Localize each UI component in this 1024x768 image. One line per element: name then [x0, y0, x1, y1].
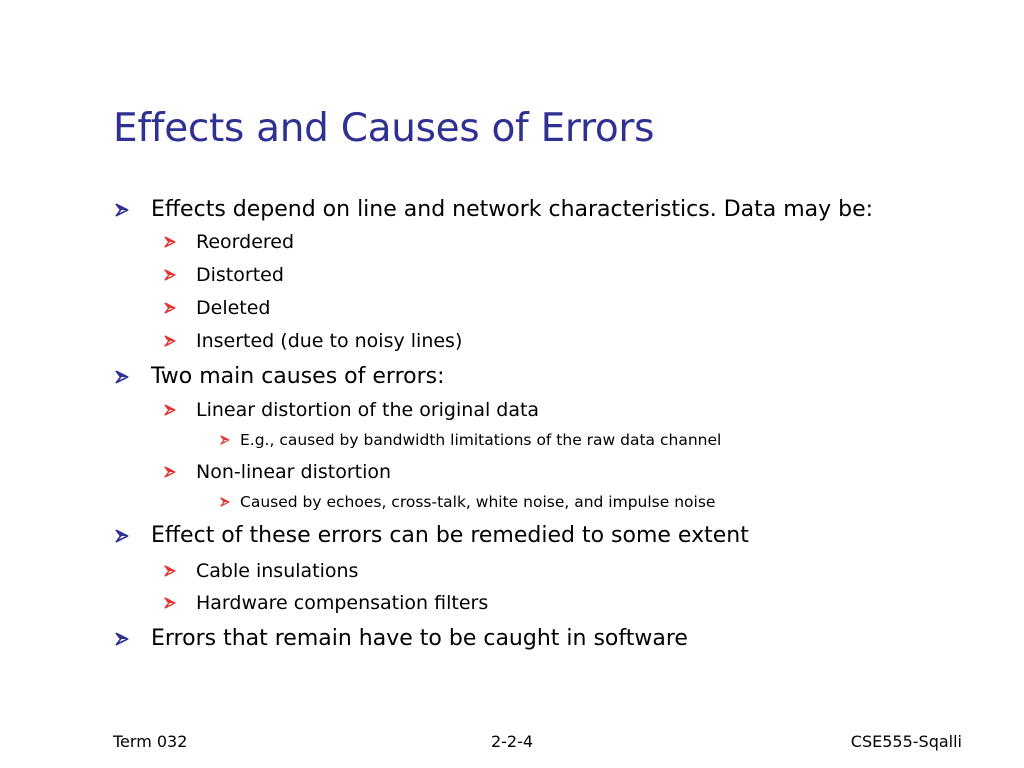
chevron-arrow-icon — [164, 466, 196, 478]
chevron-arrow-icon — [220, 497, 240, 507]
bullet-text: E.g., caused by bandwidth limitations of the raw data channel — [240, 431, 722, 449]
bullet-text: Inserted (due to noisy lines) — [196, 330, 463, 352]
bullet-level-3 — [220, 493, 715, 511]
bullet-level-2 — [164, 264, 284, 286]
bullet-text: Effects depend on line and network characteristics. Data may be: — [151, 197, 874, 222]
bullet-text: Cable insulations — [196, 560, 359, 582]
chevron-arrow-icon — [220, 435, 240, 445]
bullet-level-1 — [115, 197, 873, 222]
chevron-arrow-icon — [115, 529, 151, 543]
chevron-arrow-icon — [164, 335, 196, 347]
bullet-text: Two main causes of errors: — [151, 364, 445, 389]
chevron-arrow-icon — [115, 370, 151, 384]
bullet-level-2 — [164, 330, 462, 352]
chevron-arrow-icon — [115, 203, 151, 217]
chevron-arrow-icon — [115, 632, 151, 646]
bullet-level-1 — [115, 626, 688, 651]
chevron-arrow-icon — [164, 302, 196, 314]
chevron-arrow-icon — [164, 269, 196, 281]
chevron-arrow-icon — [164, 565, 196, 577]
footer-term: Term 032 — [113, 732, 188, 751]
bullet-text: Linear distortion of the original data — [196, 399, 540, 421]
bullet-level-1 — [115, 364, 445, 389]
bullet-level-2 — [164, 461, 391, 483]
footer-course: CSE555-Sqalli — [850, 732, 962, 751]
bullet-level-2 — [164, 560, 358, 582]
bullet-text: Errors that remain have to be caught in software — [151, 626, 688, 651]
bullet-text: Caused by echoes, cross-talk, white noise, and impulse noise — [240, 493, 716, 511]
chevron-arrow-icon — [164, 404, 196, 416]
chevron-arrow-icon — [164, 597, 196, 609]
bullet-level-2 — [164, 592, 488, 614]
bullet-text: Non-linear distortion — [196, 461, 392, 483]
slide-title: Effects and Causes of Errors — [113, 106, 655, 151]
bullet-level-2 — [164, 399, 539, 421]
bullet-level-1 — [115, 523, 749, 548]
bullet-level-2 — [164, 231, 294, 253]
bullet-text: Reordered — [196, 231, 295, 253]
bullet-level-2 — [164, 297, 271, 319]
bullet-text: Distorted — [196, 264, 284, 286]
footer-page-number: 2-2-4 — [490, 732, 534, 751]
bullet-text: Hardware compensation filters — [196, 592, 489, 614]
chevron-arrow-icon — [164, 236, 196, 248]
bullet-level-3 — [220, 431, 721, 449]
bullet-text: Effect of these errors can be remedied to some extent — [151, 523, 749, 548]
bullet-text: Deleted — [196, 297, 271, 319]
